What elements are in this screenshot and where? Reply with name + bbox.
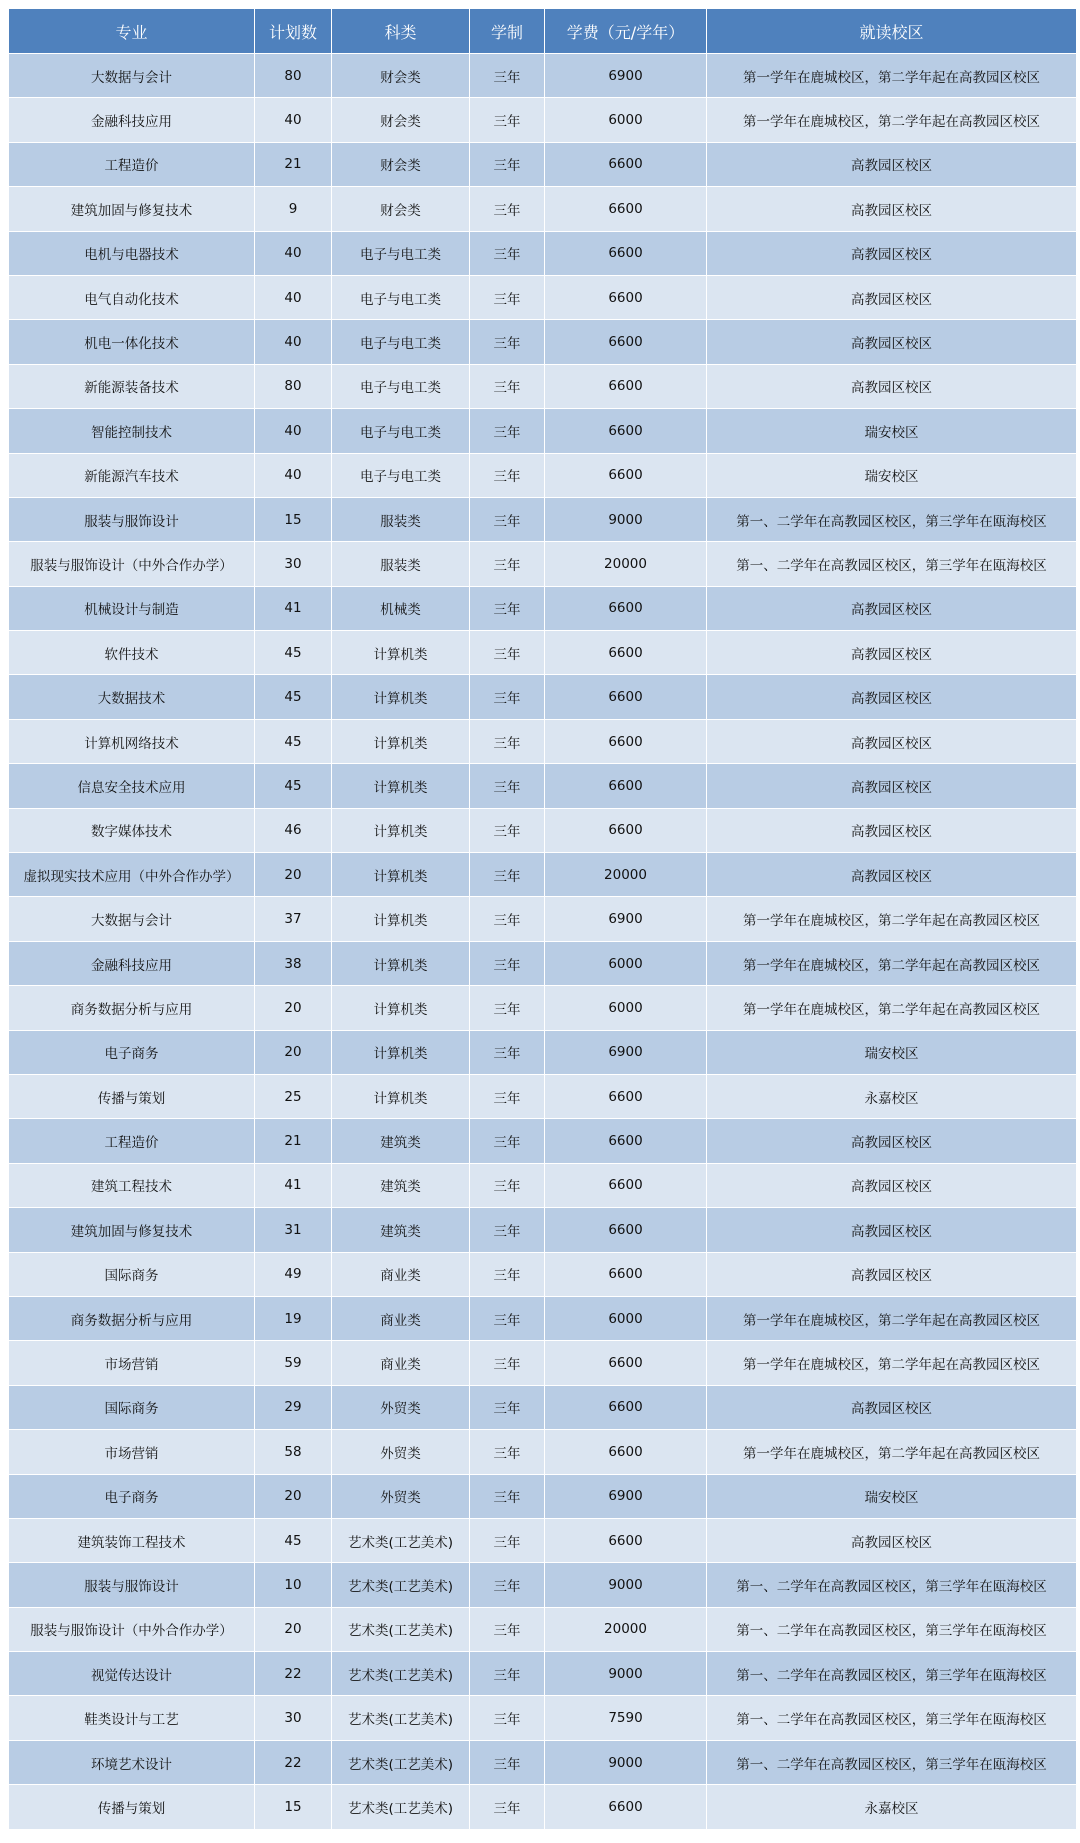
cell-campus: 高教园区校区 [707,275,1077,319]
cell-category: 艺术类(工艺美术) [332,1607,470,1651]
cell-duration: 三年 [470,1696,545,1740]
cell-tuition: 6900 [545,1474,707,1518]
cell-plan-count: 45 [255,764,332,808]
cell-plan-count: 41 [255,586,332,630]
cell-plan-count: 30 [255,542,332,586]
table-row [9,497,1077,541]
table-row [9,98,1077,142]
cell-duration: 三年 [470,1563,545,1607]
cell-duration: 三年 [470,764,545,808]
cell-major: 工程造价 [9,1119,255,1163]
table-row [9,1296,1077,1340]
cell-category: 财会类 [332,98,470,142]
cell-major: 信息安全技术应用 [9,764,255,808]
cell-campus: 第一学年在鹿城校区，第二学年起在高教园区校区 [707,1341,1077,1385]
cell-major: 建筑装饰工程技术 [9,1518,255,1562]
table-row [9,1652,1077,1696]
cell-major: 工程造价 [9,142,255,186]
cell-tuition: 9000 [545,497,707,541]
cell-duration: 三年 [470,1652,545,1696]
cell-category: 外贸类 [332,1430,470,1474]
cell-campus: 第一学年在鹿城校区，第二学年起在高教园区校区 [707,897,1077,941]
cell-campus: 高教园区校区 [707,631,1077,675]
cell-plan-count: 40 [255,98,332,142]
cell-plan-count: 31 [255,1208,332,1252]
cell-major: 鞋类设计与工艺 [9,1696,255,1740]
cell-campus: 第一、二学年在高教园区校区，第三学年在瓯海校区 [707,497,1077,541]
cell-campus: 高教园区校区 [707,1208,1077,1252]
cell-tuition: 6600 [545,1785,707,1829]
cell-major: 大数据与会计 [9,54,255,98]
cell-tuition: 6600 [545,1074,707,1118]
table-row [9,1252,1077,1296]
table-row [9,142,1077,186]
cell-campus: 高教园区校区 [707,364,1077,408]
table-row [9,586,1077,630]
cell-major: 虚拟现实技术应用（中外合作办学） [9,853,255,897]
cell-plan-count: 40 [255,275,332,319]
cell-campus: 永嘉校区 [707,1785,1077,1829]
header-tuition: 学费（元/学年） [545,9,707,54]
cell-major: 机电一体化技术 [9,320,255,364]
cell-tuition: 6600 [545,1119,707,1163]
table-body [9,54,1077,1830]
cell-plan-count: 21 [255,142,332,186]
cell-major: 金融科技应用 [9,941,255,985]
cell-plan-count: 9 [255,187,332,231]
cell-major: 国际商务 [9,1385,255,1429]
cell-category: 计算机类 [332,1074,470,1118]
header-row [9,9,1077,54]
cell-duration: 三年 [470,1119,545,1163]
cell-duration: 三年 [470,1252,545,1296]
cell-duration: 三年 [470,1607,545,1651]
cell-tuition: 9000 [545,1652,707,1696]
cell-tuition: 6600 [545,1341,707,1385]
header-duration: 学制 [470,9,545,54]
cell-category: 电子与电工类 [332,231,470,275]
cell-tuition: 6600 [545,764,707,808]
cell-category: 计算机类 [332,719,470,763]
cell-duration: 三年 [470,808,545,852]
cell-campus: 第一、二学年在高教园区校区，第三学年在瓯海校区 [707,1607,1077,1651]
header-major: 专业 [9,9,255,54]
cell-category: 计算机类 [332,1030,470,1074]
table-row [9,719,1077,763]
cell-tuition: 6600 [545,1208,707,1252]
cell-duration: 三年 [470,453,545,497]
table-row [9,1341,1077,1385]
cell-tuition: 6600 [545,1518,707,1562]
cell-duration: 三年 [470,1296,545,1340]
cell-tuition: 6600 [545,1430,707,1474]
table-row [9,409,1077,453]
cell-duration: 三年 [470,1163,545,1207]
cell-major: 传播与策划 [9,1074,255,1118]
cell-duration: 三年 [470,1208,545,1252]
cell-tuition: 6600 [545,1385,707,1429]
cell-category: 计算机类 [332,631,470,675]
cell-campus: 第一、二学年在高教园区校区，第三学年在瓯海校区 [707,1696,1077,1740]
cell-campus: 瑞安校区 [707,453,1077,497]
cell-plan-count: 20 [255,1474,332,1518]
cell-duration: 三年 [470,941,545,985]
header-plan-count: 计划数 [255,9,332,54]
cell-category: 电子与电工类 [332,320,470,364]
table-row [9,1474,1077,1518]
cell-duration: 三年 [470,1740,545,1784]
cell-major: 大数据与会计 [9,897,255,941]
cell-category: 计算机类 [332,764,470,808]
cell-major: 大数据技术 [9,675,255,719]
cell-campus: 高教园区校区 [707,764,1077,808]
cell-category: 服装类 [332,542,470,586]
cell-tuition: 6600 [545,675,707,719]
cell-campus: 永嘉校区 [707,1074,1077,1118]
cell-campus: 瑞安校区 [707,1474,1077,1518]
cell-category: 艺术类(工艺美术) [332,1696,470,1740]
cell-plan-count: 38 [255,941,332,985]
header-category: 科类 [332,9,470,54]
cell-campus: 高教园区校区 [707,231,1077,275]
table-row [9,1208,1077,1252]
cell-duration: 三年 [470,54,545,98]
table-row [9,542,1077,586]
cell-plan-count: 45 [255,719,332,763]
cell-plan-count: 59 [255,1341,332,1385]
table-row [9,364,1077,408]
cell-major: 建筑工程技术 [9,1163,255,1207]
cell-duration: 三年 [470,1030,545,1074]
table-row [9,1430,1077,1474]
table-row [9,231,1077,275]
cell-duration: 三年 [470,986,545,1030]
cell-plan-count: 20 [255,853,332,897]
cell-plan-count: 45 [255,631,332,675]
cell-campus: 第一、二学年在高教园区校区，第三学年在瓯海校区 [707,1652,1077,1696]
cell-tuition: 6600 [545,1163,707,1207]
cell-campus: 第一、二学年在高教园区校区，第三学年在瓯海校区 [707,1563,1077,1607]
cell-duration: 三年 [470,142,545,186]
cell-major: 计算机网络技术 [9,719,255,763]
cell-major: 新能源装备技术 [9,364,255,408]
cell-major: 服装与服饰设计（中外合作办学） [9,542,255,586]
cell-tuition: 6600 [545,808,707,852]
cell-duration: 三年 [470,542,545,586]
cell-campus: 瑞安校区 [707,1030,1077,1074]
cell-duration: 三年 [470,1474,545,1518]
cell-plan-count: 49 [255,1252,332,1296]
cell-plan-count: 40 [255,409,332,453]
cell-category: 商业类 [332,1252,470,1296]
cell-plan-count: 80 [255,364,332,408]
cell-duration: 三年 [470,1385,545,1429]
cell-category: 财会类 [332,54,470,98]
cell-plan-count: 40 [255,320,332,364]
cell-duration: 三年 [470,364,545,408]
cell-duration: 三年 [470,409,545,453]
cell-major: 金融科技应用 [9,98,255,142]
header-campus: 就读校区 [707,9,1077,54]
cell-major: 国际商务 [9,1252,255,1296]
cell-major: 市场营销 [9,1341,255,1385]
cell-campus: 高教园区校区 [707,719,1077,763]
cell-major: 服装与服饰设计 [9,497,255,541]
cell-category: 计算机类 [332,986,470,1030]
cell-category: 服装类 [332,497,470,541]
cell-plan-count: 10 [255,1563,332,1607]
cell-major: 建筑加固与修复技术 [9,187,255,231]
cell-category: 外贸类 [332,1385,470,1429]
cell-category: 电子与电工类 [332,275,470,319]
cell-category: 财会类 [332,187,470,231]
cell-category: 机械类 [332,586,470,630]
cell-campus: 第一学年在鹿城校区，第二学年起在高教园区校区 [707,1296,1077,1340]
cell-campus: 第一学年在鹿城校区，第二学年起在高教园区校区 [707,98,1077,142]
cell-category: 艺术类(工艺美术) [332,1740,470,1784]
cell-campus: 第一学年在鹿城校区，第二学年起在高教园区校区 [707,1430,1077,1474]
cell-tuition: 6600 [545,275,707,319]
cell-category: 建筑类 [332,1119,470,1163]
table-row [9,941,1077,985]
cell-campus: 瑞安校区 [707,409,1077,453]
cell-campus: 高教园区校区 [707,1163,1077,1207]
cell-tuition: 6000 [545,1296,707,1340]
cell-plan-count: 20 [255,1030,332,1074]
cell-major: 电子商务 [9,1030,255,1074]
cell-duration: 三年 [470,586,545,630]
cell-major: 传播与策划 [9,1785,255,1829]
cell-plan-count: 22 [255,1652,332,1696]
cell-major: 电子商务 [9,1474,255,1518]
table-row [9,1607,1077,1651]
cell-duration: 三年 [470,187,545,231]
cell-duration: 三年 [470,275,545,319]
cell-tuition: 6000 [545,941,707,985]
cell-campus: 第一、二学年在高教园区校区，第三学年在瓯海校区 [707,1740,1077,1784]
cell-major: 商务数据分析与应用 [9,986,255,1030]
cell-duration: 三年 [470,719,545,763]
cell-plan-count: 37 [255,897,332,941]
table-row [9,275,1077,319]
cell-campus: 高教园区校区 [707,853,1077,897]
cell-campus: 高教园区校区 [707,187,1077,231]
cell-category: 电子与电工类 [332,409,470,453]
cell-campus: 高教园区校区 [707,1518,1077,1562]
table-row [9,187,1077,231]
enrollment-table-wrapper [8,8,1077,1830]
cell-duration: 三年 [470,675,545,719]
cell-duration: 三年 [470,1074,545,1118]
cell-duration: 三年 [470,1341,545,1385]
cell-plan-count: 45 [255,1518,332,1562]
cell-campus: 高教园区校区 [707,1119,1077,1163]
cell-plan-count: 29 [255,1385,332,1429]
cell-plan-count: 46 [255,808,332,852]
cell-campus: 高教园区校区 [707,320,1077,364]
cell-campus: 第一学年在鹿城校区，第二学年起在高教园区校区 [707,986,1077,1030]
cell-duration: 三年 [470,631,545,675]
cell-plan-count: 40 [255,453,332,497]
cell-campus: 第一学年在鹿城校区，第二学年起在高教园区校区 [707,54,1077,98]
cell-plan-count: 40 [255,231,332,275]
cell-category: 计算机类 [332,941,470,985]
cell-duration: 三年 [470,231,545,275]
cell-category: 商业类 [332,1341,470,1385]
cell-tuition: 6600 [545,142,707,186]
table-row [9,1563,1077,1607]
cell-tuition: 6900 [545,54,707,98]
cell-category: 建筑类 [332,1163,470,1207]
cell-campus: 高教园区校区 [707,808,1077,852]
cell-tuition: 20000 [545,542,707,586]
cell-plan-count: 21 [255,1119,332,1163]
table-row [9,1030,1077,1074]
table-row [9,1518,1077,1562]
cell-campus: 高教园区校区 [707,675,1077,719]
cell-major: 环境艺术设计 [9,1740,255,1784]
cell-plan-count: 20 [255,1607,332,1651]
cell-campus: 高教园区校区 [707,142,1077,186]
cell-major: 服装与服饰设计（中外合作办学） [9,1607,255,1651]
table-row [9,808,1077,852]
cell-tuition: 6600 [545,409,707,453]
table-row [9,1385,1077,1429]
cell-tuition: 6600 [545,231,707,275]
table-row [9,764,1077,808]
cell-major: 商务数据分析与应用 [9,1296,255,1340]
table-header [9,9,1077,54]
cell-tuition: 6000 [545,986,707,1030]
cell-tuition: 6600 [545,586,707,630]
cell-category: 商业类 [332,1296,470,1340]
cell-tuition: 9000 [545,1563,707,1607]
table-row [9,453,1077,497]
table-row [9,1696,1077,1740]
table-row [9,320,1077,364]
cell-plan-count: 20 [255,986,332,1030]
cell-duration: 三年 [470,1518,545,1562]
cell-duration: 三年 [470,320,545,364]
cell-tuition: 6600 [545,1252,707,1296]
table-row [9,853,1077,897]
cell-plan-count: 58 [255,1430,332,1474]
cell-tuition: 9000 [545,1740,707,1784]
cell-major: 市场营销 [9,1430,255,1474]
cell-campus: 第一学年在鹿城校区，第二学年起在高教园区校区 [707,941,1077,985]
cell-tuition: 6600 [545,631,707,675]
cell-campus: 高教园区校区 [707,586,1077,630]
table-row [9,1785,1077,1829]
cell-major: 服装与服饰设计 [9,1563,255,1607]
cell-duration: 三年 [470,853,545,897]
cell-tuition: 6600 [545,187,707,231]
cell-plan-count: 19 [255,1296,332,1340]
cell-category: 艺术类(工艺美术) [332,1785,470,1829]
cell-plan-count: 30 [255,1696,332,1740]
cell-category: 艺术类(工艺美术) [332,1563,470,1607]
cell-tuition: 7590 [545,1696,707,1740]
cell-duration: 三年 [470,897,545,941]
table-row [9,1740,1077,1784]
cell-campus: 高教园区校区 [707,1385,1077,1429]
table-row [9,897,1077,941]
cell-campus: 第一、二学年在高教园区校区，第三学年在瓯海校区 [707,542,1077,586]
table-row [9,1074,1077,1118]
table-row [9,54,1077,98]
table-row [9,1163,1077,1207]
cell-tuition: 6600 [545,453,707,497]
cell-tuition: 6900 [545,897,707,941]
cell-category: 计算机类 [332,853,470,897]
cell-major: 数字媒体技术 [9,808,255,852]
cell-duration: 三年 [470,98,545,142]
cell-plan-count: 22 [255,1740,332,1784]
cell-tuition: 20000 [545,853,707,897]
cell-tuition: 20000 [545,1607,707,1651]
table-row [9,986,1077,1030]
cell-duration: 三年 [470,1430,545,1474]
cell-category: 计算机类 [332,675,470,719]
table-row [9,631,1077,675]
enrollment-plan-table [8,8,1077,1830]
table-row [9,1119,1077,1163]
cell-category: 电子与电工类 [332,364,470,408]
table-row [9,675,1077,719]
cell-plan-count: 15 [255,1785,332,1829]
cell-category: 艺术类(工艺美术) [332,1652,470,1696]
cell-major: 新能源汽车技术 [9,453,255,497]
cell-tuition: 6600 [545,364,707,408]
cell-duration: 三年 [470,1785,545,1829]
cell-major: 软件技术 [9,631,255,675]
cell-major: 建筑加固与修复技术 [9,1208,255,1252]
cell-category: 建筑类 [332,1208,470,1252]
cell-major: 智能控制技术 [9,409,255,453]
cell-tuition: 6600 [545,719,707,763]
cell-plan-count: 15 [255,497,332,541]
cell-category: 外贸类 [332,1474,470,1518]
cell-category: 财会类 [332,142,470,186]
cell-major: 机械设计与制造 [9,586,255,630]
cell-category: 艺术类(工艺美术) [332,1518,470,1562]
cell-category: 计算机类 [332,897,470,941]
cell-tuition: 6900 [545,1030,707,1074]
cell-plan-count: 45 [255,675,332,719]
cell-campus: 高教园区校区 [707,1252,1077,1296]
cell-tuition: 6000 [545,98,707,142]
cell-category: 电子与电工类 [332,453,470,497]
cell-major: 电气自动化技术 [9,275,255,319]
cell-tuition: 6600 [545,320,707,364]
cell-plan-count: 25 [255,1074,332,1118]
cell-plan-count: 41 [255,1163,332,1207]
cell-major: 视觉传达设计 [9,1652,255,1696]
cell-category: 计算机类 [332,808,470,852]
cell-duration: 三年 [470,497,545,541]
cell-plan-count: 80 [255,54,332,98]
cell-major: 电机与电器技术 [9,231,255,275]
